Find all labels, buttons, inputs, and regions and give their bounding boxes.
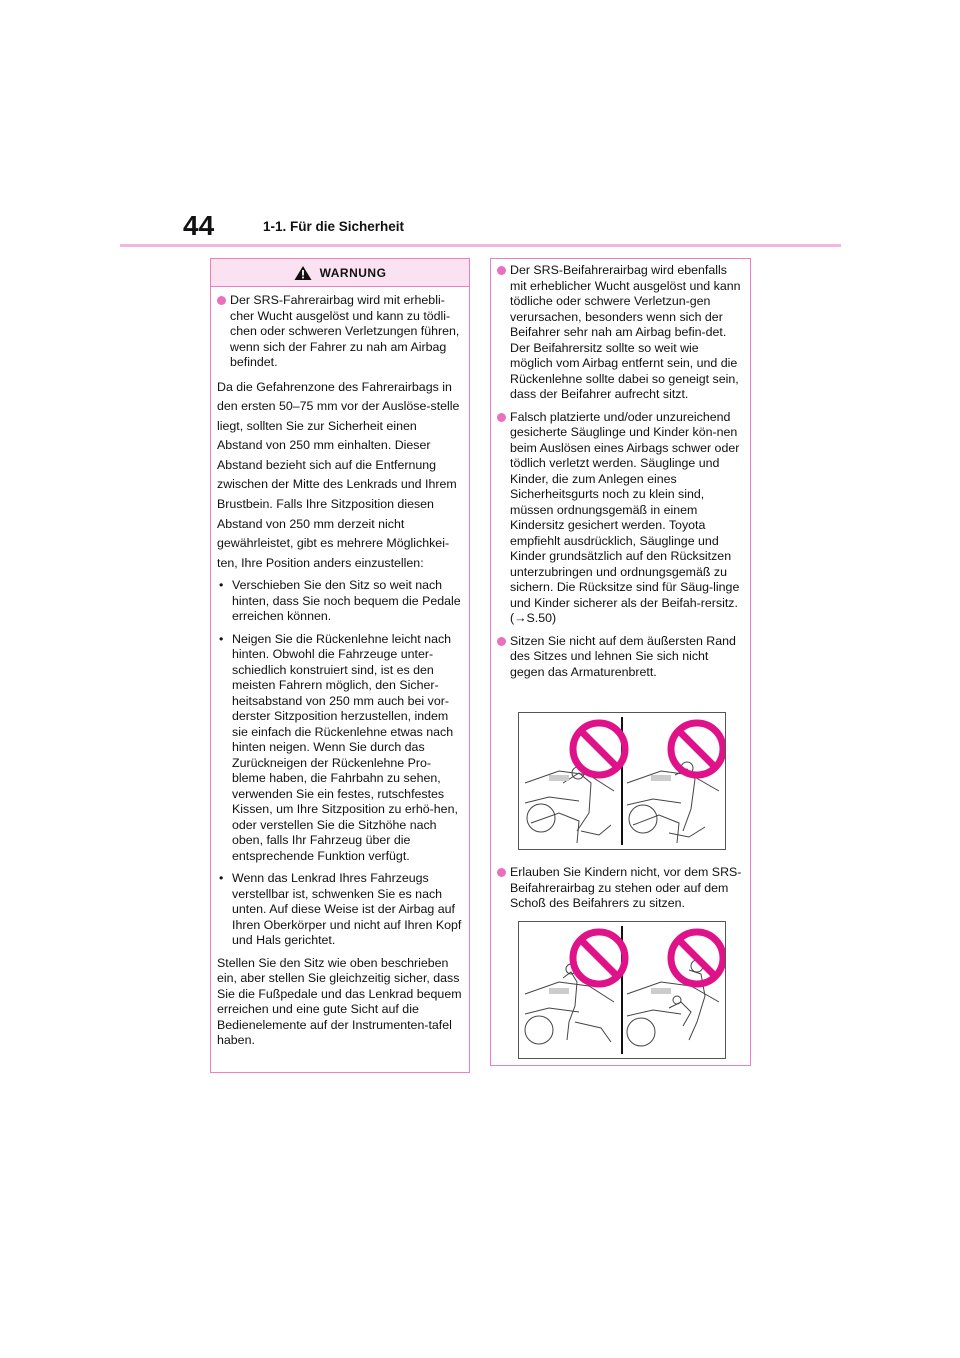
bullet-dot-icon [497, 266, 506, 275]
page-number: 44 [183, 210, 215, 241]
sub-item-text: Neigen Sie die Rückenlehne leicht nach hinten. Obwohl die Fahrzeuge unter-schiedlich konstruiert sind, ist es den meisten Fahrern möglich, den Sicher-heitsabstand von 250 mm auch bei vor-derster Sitzposition herzustellen, indem sie einfach die Rückenlehne etwas nach hinten neigen. Wenn Sie durch das Zurückneigen der Rückenlehne Pro-bleme haben, die Fahrbahn zu sehen, verwenden Sie ein festes, rutschfestes Kissen, um Ihre Sitzposition zu erhö-hen, oder verstellen Sie die Sitzhöhe nach oben, falls Ihr Fahrzeug über die entsprechende Funktion verfügt. [232, 631, 458, 863]
header-rule [120, 244, 841, 247]
paragraph: Stellen Sie den Sitz wie oben beschrieben ein, aber stellen Sie gleichzeitig sicher, dass Sie die Fußpedale und das Lenkrad bequem erreichen und eine gute Sicht auf die Bedienelemente auf der Instrumenten-tafel haben. [217, 955, 462, 1048]
sub-item-text: Wenn das Lenkrad Ihres Fahrzeugs verstellbar ist, schwenken Sie es nach unten. Auf diese Weise ist der Airbag auf Ihren Oberkörper und nicht auf Ihren Kopf und Hals gerichtet. [232, 871, 462, 948]
prohibition-icon [671, 932, 723, 984]
list-item [497, 263, 744, 403]
right-content [491, 259, 750, 680]
illustration-child-position [518, 921, 726, 1059]
sub-list-item [217, 871, 463, 949]
bullet-text: Sitzen Sie nicht auf dem äußersten Rand des Sitzes und lehnen Sie sich nicht gegen das Armaturenbrett. [510, 633, 736, 679]
list-item [497, 410, 744, 627]
bullet-text: Falsch platzierte und/oder unzureichend gesicherte Säuglinge und Kinder kön-nen beim Auslösen eines Airbags schwer oder tödlich verletzt werden. Säuglinge und Kinder, die zum Anlegen eines Sicherheitsgurts noch zu klein sind, müssen ordnungsgemäß in einem Kindersitz gesichert werden. Toyota empfiehlt ausdrücklich, Säuglinge und Kinder grundsätzlich auf den Rücksitzen unterzubringen und ordnungsgemäß zu sichern. Die Rücksitze sind für Säug-linge und Kinder sicherer als der Beifah-rersitz. (→S.50) [510, 409, 740, 625]
paragraph: Da die Gefahrenzone des Fahrerairbags in den ersten 50–75 mm vor der Auslöse-stelle liegt, sollten Sie zur Sicherheit einen Abstand von 250 mm einhalten. Dieser Abstand bezieht sich auf die Entfernung zwischen der Mitte des Lenkrads und Ihrem Brustbein. Falls Ihre Sitzposition diesen Abstand von 250 mm derzeit nicht gewährleistet, gibt es mehrere Möglichkei-ten, Ihre Position anders einzustellen: [217, 379, 460, 570]
bullet-dot-icon [497, 413, 506, 422]
bullet-dot-icon [217, 296, 226, 305]
sub-bullet-marker: • [219, 631, 224, 646]
sub-item-text: Verschieben Sie den Sitz so weit nach hinten, dass Sie noch bequem die Pedale erreichen können. [232, 578, 461, 624]
warning-header [211, 259, 469, 287]
bullet-text: Der SRS-Beifahrerairbag wird ebenfalls mit erheblicher Wucht ausgelöst und kann tödliche oder schwere Verletzun-gen verursachen, besonders wenn sich der Beifahrer sehr nah am Airbag befin-det. Der Beifahrersitz sollte so weit wie möglich vom Airbag entfernt sein, und die Rückenlehne sollte dabei so geneigt sein, dass der Beifahrer aufrecht sitzt. [510, 263, 741, 401]
list-item [497, 634, 744, 681]
warning-title: WARNUNG [319, 265, 387, 280]
prohibition-icon [573, 723, 625, 775]
sub-list-item [217, 578, 463, 625]
illustration-seat-position [518, 712, 726, 850]
warning-box-left [210, 258, 470, 1073]
warning-triangle-icon [294, 265, 312, 281]
car-interior-drawing [525, 964, 614, 1044]
sub-bullet-marker: • [219, 871, 224, 886]
left-content [211, 287, 469, 1049]
sub-list-item [217, 632, 463, 865]
sub-bullet-marker: • [219, 578, 224, 593]
bullet-dot-icon [497, 637, 506, 646]
list-item [217, 293, 463, 371]
prohibition-icon [573, 932, 625, 984]
bullet-text: Der SRS-Fahrerairbag wird mit erhebli-cher Wucht ausgelöst und kann zu tödli-chen oder schweren Verletzungen führen, wenn sich der Fahrer zu nah am Airbag befindet. [230, 293, 460, 369]
bullet-text: Erlauben Sie Kindern nicht, vor dem SRS-Beifahrerairbag zu stehen oder auf dem Schoß des Beifahrers zu sitzen. [510, 865, 742, 910]
right-content-lower [491, 859, 750, 919]
list-item [497, 865, 744, 912]
section-title: 1-1. Für die Sicherheit [263, 219, 405, 234]
prohibition-icon [671, 723, 723, 775]
bullet-dot-icon [497, 868, 506, 877]
